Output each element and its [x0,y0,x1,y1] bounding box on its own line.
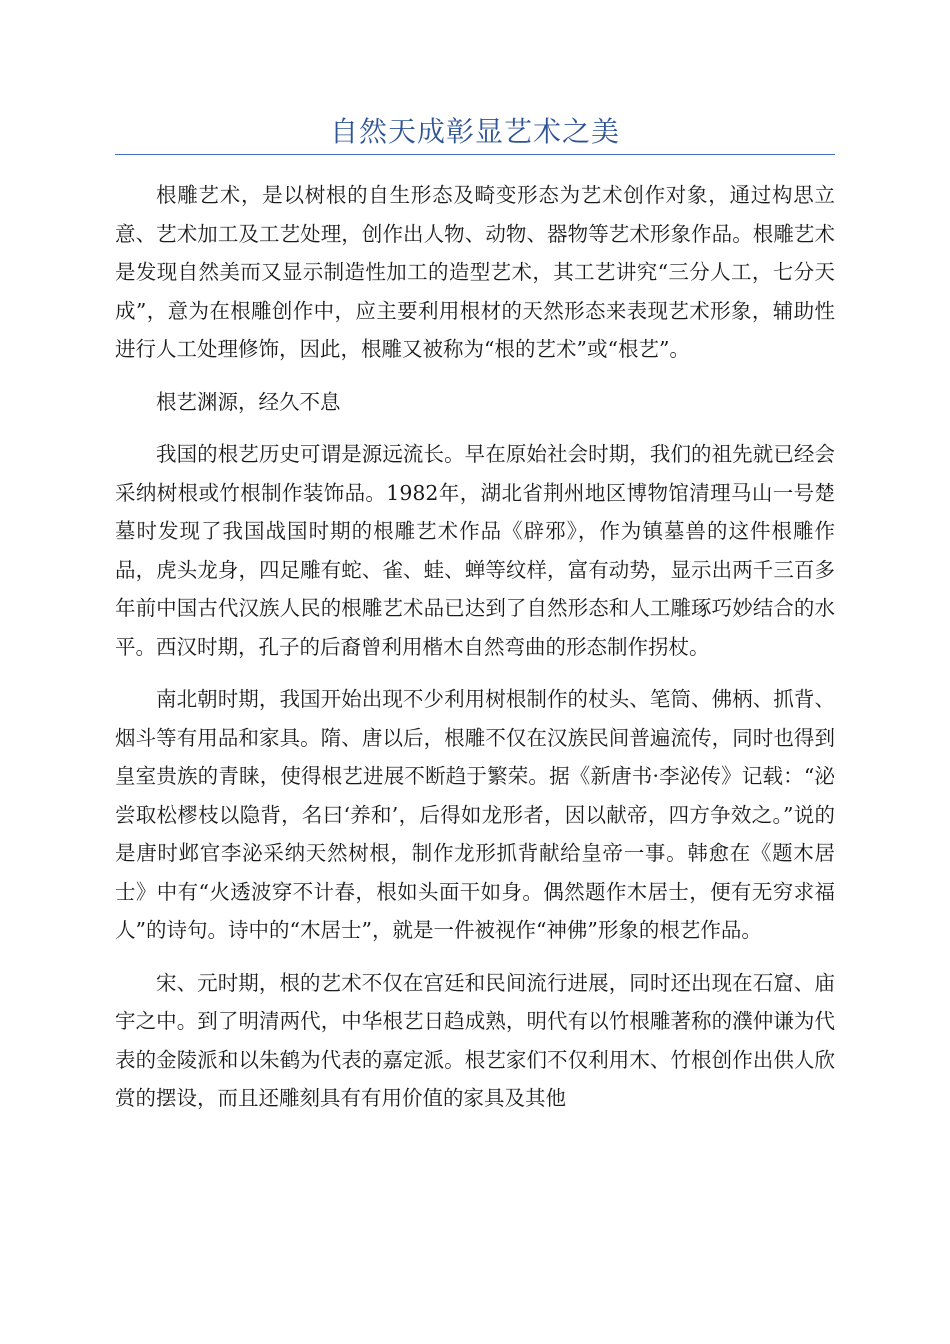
section-heading: 根艺渊源，经久不息 [156,389,341,414]
title-block [115,112,835,152]
document-body [115,176,835,1132]
paragraph-origin: 我国的根艺历史可谓是源远流长。早在原始社会时期，我们的祖先就已经会采纳树根或竹根制作装饰品。1982年，湖北省荆州地区博物馆清理马山一号楚墓时发现了我国战国时期的根雕艺术作品《辟邪》，作为镇墓兽的这件根雕作品，虎头龙身，四足雕有蛇、雀、蛙、蝉等纹样，富有动势，显示出两千三百多年前中国古代汉族人民的根雕艺术品已达到了自然形态和人工雕琢巧妙结合的水平。西汉时期，孔子的后裔曾利用楷木自然弯曲的形态制作拐杖。 [115,442,835,659]
title-underline [115,154,835,155]
paragraph-intro: 根雕艺术，是以树根的自生形态及畸变形态为艺术创作对象，通过构思立意、艺术加工及工艺处理，创作出人物、动物、器物等艺术形象作品。根雕艺术是发现自然美而又显示制造性加工的造型艺术，其工艺讲究“三分人工，七分天成”，意为在根雕创作中，应主要利用根材的天然形态来表现艺术形象，辅助性进行人工处理修饰，因此，根雕又被称为“根的艺术”或“根艺”。 [115,183,835,361]
page-title: 自然天成彰显艺术之美 [329,115,620,148]
paragraph-song-yuan: 宋、元时期，根的艺术不仅在宫廷和民间流行进展，同时还出现在石窟、庙宇之中。到了明清两代，中华根艺日趋成熟，明代有以竹根雕著称的濮仲谦为代表的金陵派和以朱鹤为代表的嘉定派。根艺家们不仅利用木、竹根创作出供人欣赏的摆设，而且还雕刻具有有用价值的家具及其他 [115,970,835,1110]
paragraph-northern-southern: 南北朝时期，我国开始出现不少利用树根制作的杖头、笔筒、佛柄、抓背、烟斗等有用品和家具。隋、唐以后，根雕不仅在汉族民间普遍流传，同时也得到皇室贵族的青睐，使得根艺进展不断趋于繁荣。据《新唐书·李泌传》记载：“泌尝取松樛枝以隐背，名曰‘养和’，后得如龙形者，因以献帝，四方争效之。”说的是唐时邺官李泌采纳天然树根，制作龙形抓背献给皇帝一事。韩愈在《题木居士》中有“火透波穿不计春，根如头面干如身。偶然题作木居士，便有无穷求福人”的诗句。诗中的“木居士”，就是一件被视作“神佛”形象的根艺作品。 [115,687,835,942]
